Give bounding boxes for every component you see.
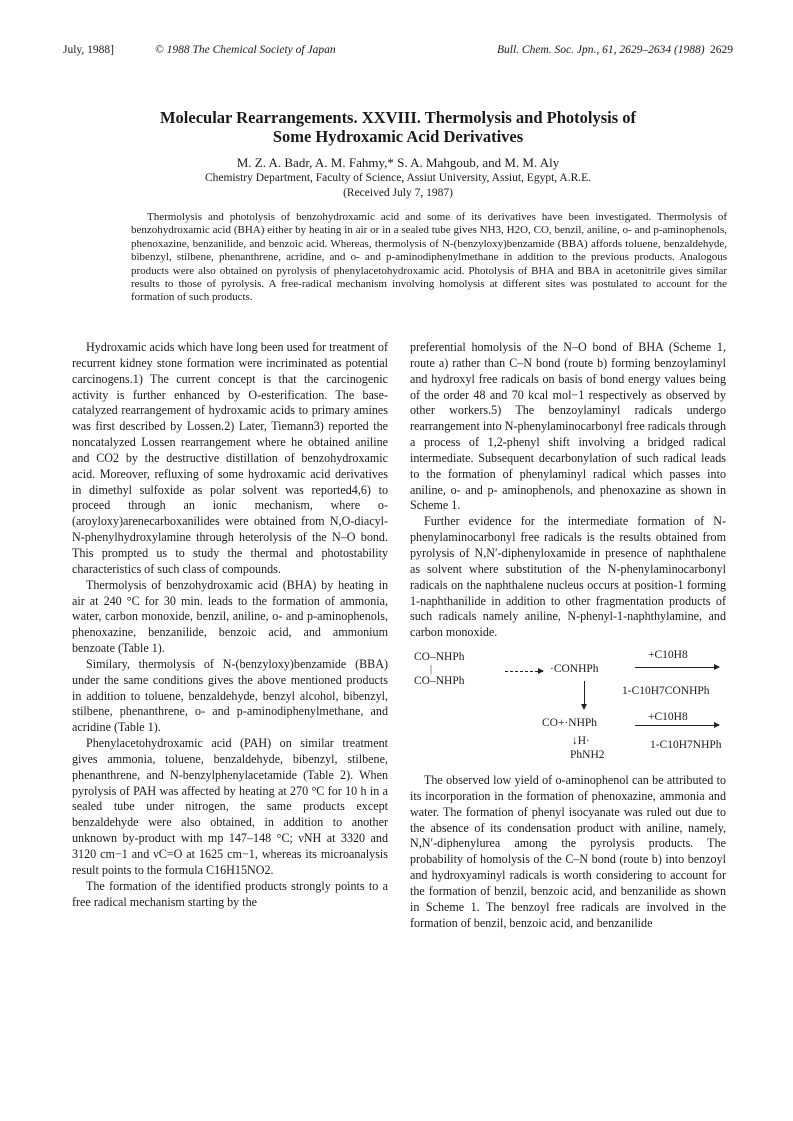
reaction-scheme bbox=[410, 648, 726, 765]
journal-citation: Bull. Chem. Soc. Jpn., 61, 2629–2634 (1988) bbox=[497, 44, 705, 56]
arrow-right bbox=[635, 667, 719, 668]
aniline: PhNH2 bbox=[570, 749, 605, 762]
left-column bbox=[72, 340, 388, 910]
right-column bbox=[410, 340, 726, 931]
oxamide-top: CO–NHPh bbox=[414, 651, 465, 664]
abstract: Thermolysis and photolysis of benzohydroxamic acid and some of its derivatives have been investigated. Thermolysis of benzohydroxamic acid (BHA) either by heating in air or in a sealed tube gives NH3, H2O, CO, benzil, aniline, o- and p-aminophenols, phenoxazine, benzanilide, and benzoic acid. Whereas, thermolysis of N-(benzyloxy)benzamide (BBA) affords toluene, benzaldehyde, bibenzyl, stilbene, phenanthrene, acridine, and o- and p-aminodiphenylmethane in addition to the previous products. Analogous products were also obtained on pyrolysis of phenylacetohydroxamic acid. Photolysis of BHA and BBA in acetonitrile gives similar results to those of pyrolysis. A free-radical mechanism involving homolysis at different sites was postulated to account for the formation of such products. bbox=[131, 211, 727, 304]
co-phenylaminyl: CO+·NHPh bbox=[542, 717, 598, 730]
hydrogen-abstraction: ↓H· bbox=[572, 735, 590, 748]
carbamoyl-radical: ·CONHPh bbox=[550, 663, 599, 676]
naphthanilide: 1-C10H7CONHPh bbox=[622, 685, 710, 698]
arrow-right bbox=[635, 725, 719, 726]
naphthalene-reagent-2: +C10H8 bbox=[648, 711, 688, 724]
paragraph: Phenylacetohydroxamic acid (PAH) on similar treatment gives ammonia, toluene, benzaldehyde, bibenzyl, stilbene, phenanthrene, and N-benzylphenylacetamide (Table 2). When pyrolysis of PAH was affected by heating at 270 °C for 10 h in a sealed tube under nitrogen, the same products except benzaldehyde were also obtained, in addition to another unknown by-product with mp 147–148 °C; νNH at 3320 and 3120 cm−1 and νC=O at 1625 cm−1, whereas its microanalysis result points to the formula C16H15NO2. bbox=[72, 736, 388, 877]
affiliation: Chemistry Department, Faculty of Science, Assiut University, Assiut, Egypt, A.R.E. bbox=[204, 172, 592, 184]
dashed-arrow bbox=[505, 671, 543, 672]
paragraph: Thermolysis of benzohydroxamic acid (BHA) by heating in air at 240 °C for 30 min. leads to the formation of ammonia, water, carbon monoxide, benzil, aniline, o- and p-aminophenols, phenoxazine, benzanilide, benzoic acid, and ammonium benzoate (Table 1). bbox=[72, 577, 388, 656]
arrow-down bbox=[584, 681, 585, 707]
copyright-notice: © 1988 The Chemical Society of Japan bbox=[155, 44, 336, 56]
paragraph: Further evidence for the intermediate formation of N-phenylaminocarbonyl free radicals is the results obtained from pyrolysis of N,N′-diphenyloxamide in presence of naphthalene as solvent where substitution of the N-phenylaminocarbonyl radicals on the naphthalene nucleus occurs at position-1 forming 1-naphthanilide in addition to other fragmentation products of such radicals namely aniline, N-phenyl-1-naphthylamine, and carbon monoxide. bbox=[410, 514, 726, 640]
received-date: (Received July 7, 1987) bbox=[343, 187, 453, 199]
oxamide-bond: | bbox=[430, 664, 433, 676]
oxamide-bottom: CO–NHPh bbox=[414, 675, 465, 688]
authors: M. Z. A. Badr, A. M. Fahmy,* S. A. Mahgoub, and M. M. Aly bbox=[236, 155, 560, 170]
issue-date: July, 1988] bbox=[63, 44, 115, 56]
paragraph: The formation of the identified products strongly points to a free radical mechanism starting by the bbox=[72, 878, 388, 909]
paragraph: The observed low yield of o-aminophenol can be attributed to its incorporation in the formation of phenoxazine, ammonia and water. The formation of phenyl isocyanate was ruled out due to the absence of its condensation product with aniline, namely, N,N′-diphenylurea among the pyrolysis products. The probability of homolysis of the C–N bond (route b) into benzoyl and hydroxyaminyl radicals is worth considering to account for the formation of benzil, benzoic acid, and benzanilide as shown in Scheme 1. The benzoyl free radicals are involved in the formation of benzil, benzoic acid, and benzanilide bbox=[410, 773, 726, 930]
title-line-1: Molecular Rearrangements. XXVIII. Thermolysis and Photolysis of bbox=[159, 108, 637, 127]
phenylnaphthylamine: 1-C10H7NHPh bbox=[650, 739, 722, 752]
title-line-2: Some Hydroxamic Acid Derivatives bbox=[272, 127, 524, 146]
page-number: 2629 bbox=[710, 44, 733, 56]
paragraph: Similary, thermolysis of N-(benzyloxy)benzamide (BBA) under the same conditions gives the above mentioned products in addition to toluene, benzaldehyde, benzyl alcohol, bibenzyl, stilbene, phenanthrene, o- and p-aminodiphenylmethane, and acridine (Table 1). bbox=[72, 656, 388, 735]
running-header bbox=[63, 44, 733, 60]
paragraph: preferential homolysis of the N–O bond of BHA (Scheme 1, route a) rather than C–N bond (route b) forming benzoylaminyl and hydroxyl free radicals on basis of bond energy values being of the order 48 and 70 kcal mol−1 respectively as observed by other workers.5) The benzoylaminyl radicals undergo rearrangement into N-phenylaminocarbonyl free radicals through a process of 1,2-phenyl shift involving a bridged radical intermediate. Subsequent decarbonylation of such radical leads to the formation of phenylaminyl radical which passes into aniline, o- and p- aminophenols, and phenoxazine as shown in Scheme 1. bbox=[410, 340, 726, 513]
naphthalene-reagent: +C10H8 bbox=[648, 649, 688, 662]
article-title bbox=[63, 108, 733, 146]
paragraph: Hydroxamic acids which have long been used for treatment of recurrent kidney stone formation were incriminated as potential carcinogens.1) The current concept is that the carcinogenic activity is further enhanced by O-esterification. The base-catalyzed rearrangement of hydroxamic acids to primary amines was first described by Lossen.2) Later, Tiemann3) reported the noncatalyzed Lossen rearrangement where he obtained aniline and CO2 by the destructive distillation of benzohydroxamic acid. Moreover, refluxing of some hydroxamic acid derivatives in dimethyl sulfoxide as polar solvent was reported4,6) to proceed through an ionic mechanism, where o-(aroyloxy)arenecarboxanilides were obtained from N,O-diacyl-N-phenylhydroxylamine through heterolysis of the N–O bond. This prompted us to study the thermal and photostability characteristics of such class of compounds. bbox=[72, 340, 388, 576]
